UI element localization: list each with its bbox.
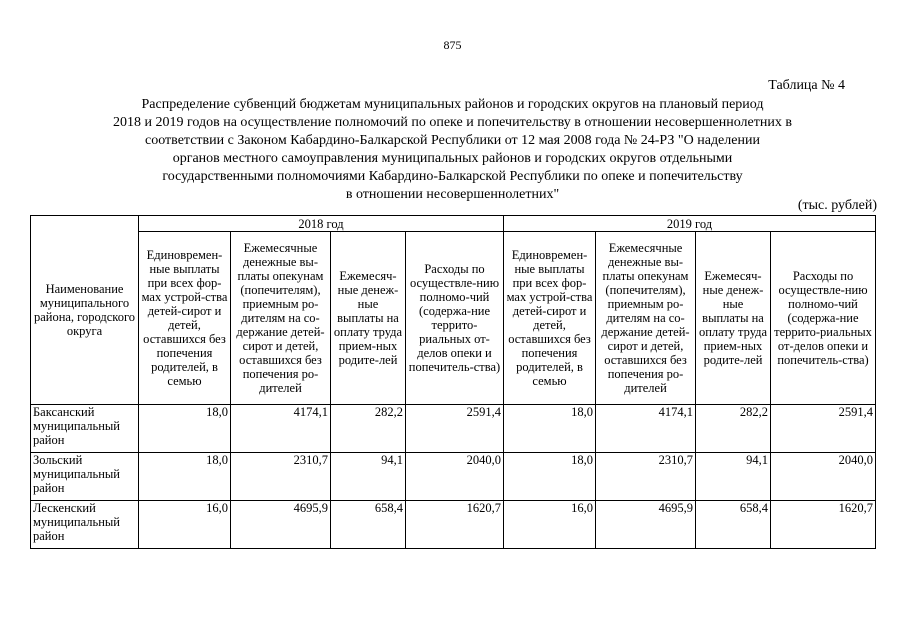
title-line: Распределение субвенций бюджетам муниципальных районов и городских округов на плановый период	[141, 97, 764, 112]
header-administration-expenses-2019: Расходы по осуществле-нию полномо-чий (содержа-ние террито-риальных от-делов опеки и попечитель-ства)	[771, 232, 876, 405]
year-header-row	[31, 216, 876, 232]
value-cell: 658,4	[696, 501, 771, 549]
value-cell: 4695,9	[231, 501, 331, 549]
municipality-name: Лескенский муниципальный район	[31, 501, 139, 549]
value-cell: 4174,1	[231, 405, 331, 453]
value-cell: 2040,0	[771, 453, 876, 501]
name-column-header: Наименование муниципального района, городского округа	[31, 216, 139, 405]
value-cell: 282,2	[696, 405, 771, 453]
value-cell: 1620,7	[771, 501, 876, 549]
title-line: государственными полномочиями Кабардино-Балкарской Республики по опеке и попечительству	[162, 169, 743, 184]
table-label: Таблица № 4	[768, 78, 845, 93]
header-monthly-guardian-payments-2018: Ежемесячные денежные вы-платы опекунам (попечителям), приемным ро-дителям на со-держание детей-сирот и детей, оставшихся без попечения ро-дителей	[231, 232, 331, 405]
value-cell: 2310,7	[231, 453, 331, 501]
subvention-table	[30, 215, 876, 549]
value-cell: 282,2	[331, 405, 406, 453]
value-cell: 16,0	[139, 501, 231, 549]
title-line: органов местного самоуправления муниципальных районов и городских округов отдельными	[172, 151, 733, 166]
value-cell: 16,0	[504, 501, 596, 549]
value-cell: 658,4	[331, 501, 406, 549]
header-one-time-payments-2019: Единовремен-ные выплаты при всех фор-мах устрой-ства детей-сирот и детей, оставшихся без попечения родителей, в семью	[504, 232, 596, 405]
municipality-name: Баксанский муниципальный район	[31, 405, 139, 453]
value-cell: 18,0	[139, 405, 231, 453]
value-cell: 2591,4	[771, 405, 876, 453]
table-row	[31, 405, 876, 453]
value-cell: 2591,4	[406, 405, 504, 453]
value-cell: 4174,1	[596, 405, 696, 453]
header-monthly-guardian-payments-2019: Ежемесячные денежные вы-платы опекунам (попечителям), приемным ро-дителям на со-держание детей-сирот и детей, оставшихся без попечения ро-дителей	[596, 232, 696, 405]
page-number: 875	[443, 38, 462, 52]
units-label: (тыс. рублей)	[797, 198, 877, 213]
header-administration-expenses-2018: Расходы по осуществле-нию полномо-чий (содержа-ние террито-риальных от-делов опеки и попечитель-ства)	[406, 232, 504, 405]
header-foster-parent-pay-2019: Ежемесяч-ные денеж-ные выплаты на оплату труда прием-ных родите-лей	[696, 232, 771, 405]
year-header-2019: 2019 год	[504, 216, 876, 232]
value-cell: 18,0	[504, 405, 596, 453]
value-cell: 18,0	[504, 453, 596, 501]
header-one-time-payments-2018: Единовремен-ные выплаты при всех фор-мах устрой-ства детей-сирот и детей, оставшихся без попечения родителей, в семью	[139, 232, 231, 405]
table-row	[31, 501, 876, 549]
year-header-2018: 2018 год	[139, 216, 504, 232]
title-line: соответствии с Законом Кабардино-Балкарской Республики от 12 мая 2008 года № 24-РЗ "О наделении	[145, 133, 760, 148]
value-cell: 94,1	[331, 453, 406, 501]
value-cell: 4695,9	[596, 501, 696, 549]
municipality-name: Зольский муниципальный район	[31, 453, 139, 501]
value-cell: 1620,7	[406, 501, 504, 549]
title-line: 2018 и 2019 годов на осуществление полномочий по опеке и попечительству в отношении несовершеннолетних в	[113, 115, 792, 130]
value-cell: 18,0	[139, 453, 231, 501]
header-foster-parent-pay-2018: Ежемесяч-ные денеж-ные выплаты на оплату труда прием-ных родите-лей	[331, 232, 406, 405]
table-row	[31, 453, 876, 501]
title-line: в отношении несовершеннолетних"	[345, 187, 560, 202]
column-header-row	[31, 232, 876, 405]
value-cell: 2310,7	[596, 453, 696, 501]
document-title	[60, 96, 845, 204]
value-cell: 94,1	[696, 453, 771, 501]
value-cell: 2040,0	[406, 453, 504, 501]
